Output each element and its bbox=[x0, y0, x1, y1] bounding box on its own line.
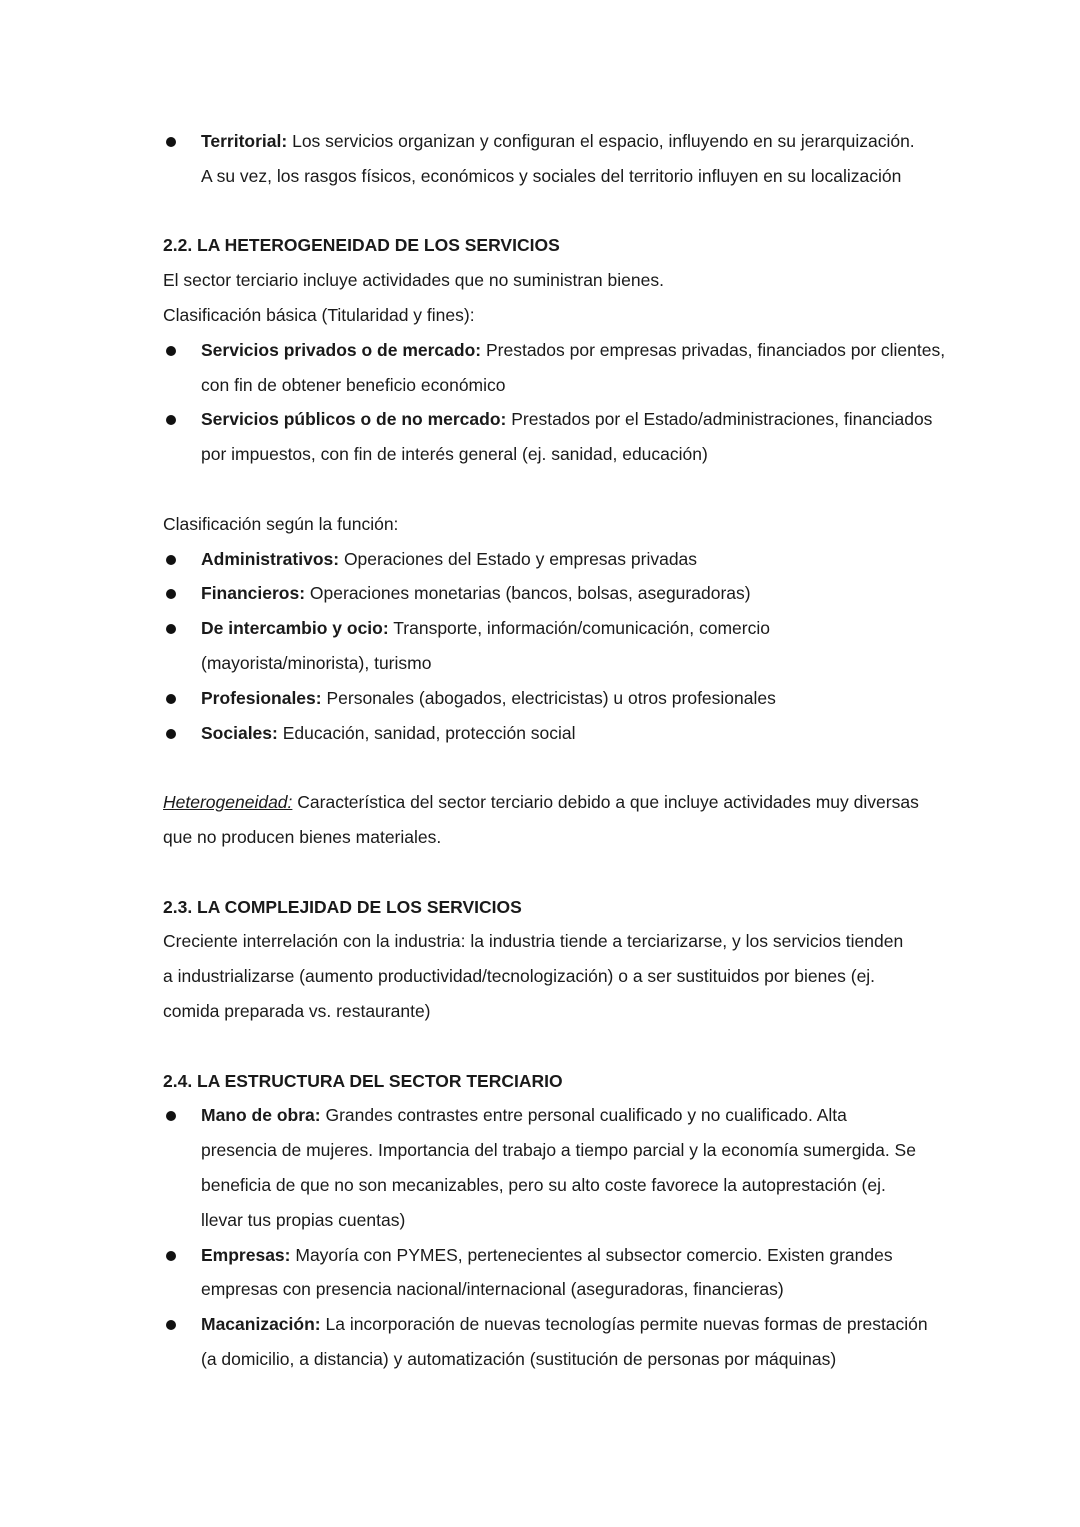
bullet-servicios-publicos bbox=[163, 402, 933, 472]
bullet-term: Servicios públicos o de no mercado: bbox=[201, 409, 507, 430]
paragraph-line: Creciente interrelación con la industria: la industria tiende a terciarizarse, y los servicios tienden bbox=[163, 931, 904, 952]
bullet-territorial bbox=[163, 124, 933, 194]
bullet-financieros bbox=[163, 576, 933, 611]
bullet-text: Educación, sanidad, protección social bbox=[277, 722, 576, 743]
bullet-term: Territorial: bbox=[201, 131, 288, 151]
bullet-term: Sociales: bbox=[201, 722, 278, 743]
bullet-term: Administrativos: bbox=[201, 548, 340, 569]
bullet-sociales bbox=[163, 716, 933, 751]
document-page bbox=[163, 124, 946, 1377]
bullet-profesionales bbox=[163, 681, 933, 716]
bullet-term: Profesionales: bbox=[201, 687, 322, 708]
bullet-macanizacion bbox=[163, 1307, 933, 1377]
bullet-dot-icon bbox=[166, 624, 176, 634]
bullet-text: beneficia de que no son mecanizables, pero su alto coste favorece la autoprestación (ej. bbox=[201, 1174, 886, 1195]
bullet-dot-icon bbox=[166, 1320, 176, 1330]
bullet-text: llevar tus propias cuentas) bbox=[201, 1209, 406, 1230]
bullet-text: Prestados por empresas privadas, financiados por clientes, bbox=[481, 339, 946, 360]
bullet-text: (mayorista/minorista), turismo bbox=[201, 652, 432, 673]
definition-text: Característica del sector terciario debido a que incluye actividades muy diversas bbox=[292, 792, 919, 813]
bullet-text: A su vez, los rasgos físicos, económicos y sociales del territorio influyen en su localización bbox=[201, 165, 902, 186]
bullet-text: con fin de obtener beneficio económico bbox=[201, 374, 506, 395]
bullet-administrativos bbox=[163, 542, 933, 577]
bullet-dot-icon bbox=[166, 415, 176, 425]
bullet-dot-icon bbox=[166, 555, 176, 565]
bullet-term: Macanización: bbox=[201, 1314, 321, 1335]
bullet-text: presencia de mujeres. Importancia del trabajo a tiempo parcial y la economía sumergida. Se bbox=[201, 1140, 916, 1161]
bullet-dot-icon bbox=[166, 346, 176, 356]
bullet-dot-icon bbox=[166, 694, 176, 704]
bullet-term: Financieros: bbox=[201, 583, 306, 604]
definition-text: que no producen bienes materiales. bbox=[163, 826, 442, 847]
section-heading-2-3: 2.3. LA COMPLEJIDAD DE LOS SERVICIOS bbox=[163, 896, 522, 917]
bullet-dot-icon bbox=[166, 729, 176, 739]
bullet-dot-icon bbox=[166, 589, 176, 599]
bullet-text: Operaciones monetarias (bancos, bolsas, aseguradoras) bbox=[305, 583, 751, 604]
paragraph-line: a industrializarse (aumento productividad/tecnologización) o a ser sustituidos por bienes (ej. bbox=[163, 966, 876, 987]
bullet-dot-icon bbox=[166, 137, 176, 147]
bullet-text: Operaciones del Estado y empresas privadas bbox=[339, 548, 698, 569]
classification-label: Clasificación básica (Titularidad y fines): bbox=[163, 304, 475, 325]
paragraph: El sector terciario incluye actividades que no suministran bienes. bbox=[163, 270, 664, 291]
definition-term: Heterogeneidad: bbox=[163, 792, 293, 813]
bullet-text: (a domicilio, a distancia) y automatización (sustitución de personas por máquinas) bbox=[201, 1348, 837, 1369]
bullet-text: empresas con presencia nacional/internacional (aseguradoras, financieras) bbox=[201, 1279, 784, 1300]
paragraph-line: comida preparada vs. restaurante) bbox=[163, 1000, 431, 1021]
bullet-intercambio-ocio bbox=[163, 611, 933, 681]
section-heading-2-4: 2.4. LA ESTRUCTURA DEL SECTOR TERCIARIO bbox=[163, 1070, 563, 1091]
bullet-term: Mano de obra: bbox=[201, 1105, 321, 1126]
bullet-empresas bbox=[163, 1238, 933, 1308]
bullet-term: Servicios privados o de mercado: bbox=[201, 339, 482, 360]
bullet-term: De intercambio y ocio: bbox=[201, 618, 389, 639]
bullet-text: Los servicios organizan y configuran el espacio, influyendo en su jerarquización. bbox=[287, 131, 915, 151]
bullet-text: por impuestos, con fin de interés general (ej. sanidad, educación) bbox=[201, 444, 708, 465]
bullet-dot-icon bbox=[166, 1251, 176, 1261]
bullet-servicios-privados bbox=[163, 333, 946, 403]
bullet-mano-de-obra bbox=[163, 1098, 933, 1237]
definition-heterogeneidad bbox=[163, 785, 933, 820]
bullet-term: Empresas: bbox=[201, 1244, 291, 1265]
bullet-text: Prestados por el Estado/administraciones, financiados bbox=[506, 409, 933, 430]
classification-label: Clasificación según la función: bbox=[163, 513, 399, 534]
section-heading-2-2: 2.2. LA HETEROGENEIDAD DE LOS SERVICIOS bbox=[163, 235, 560, 256]
bullet-dot-icon bbox=[166, 1111, 176, 1121]
bullet-text: Mayoría con PYMES, pertenecientes al subsector comercio. Existen grandes bbox=[290, 1244, 893, 1265]
bullet-text: Transporte, información/comunicación, comercio bbox=[388, 618, 770, 639]
bullet-text: Personales (abogados, electricistas) u otros profesionales bbox=[321, 687, 776, 708]
bullet-text: La incorporación de nuevas tecnologías permite nuevas formas de prestación bbox=[320, 1314, 928, 1335]
bullet-text: Grandes contrastes entre personal cualificado y no cualificado. Alta bbox=[320, 1105, 847, 1126]
